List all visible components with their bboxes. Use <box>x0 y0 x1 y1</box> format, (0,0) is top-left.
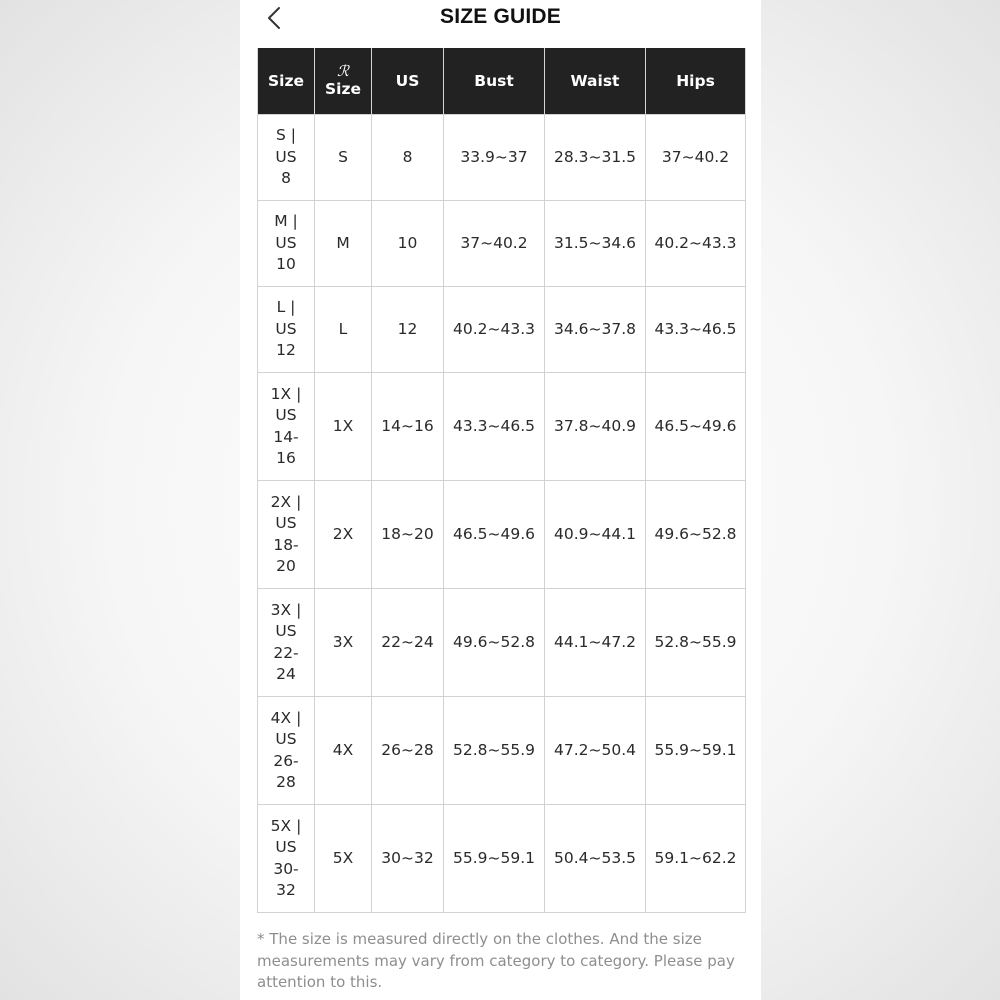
cell-size-line: 2X | <box>270 492 302 511</box>
table-body <box>258 115 746 913</box>
cell-size-line: US <box>275 147 297 166</box>
cell-size-line: M | <box>274 212 298 231</box>
cell-size-line: 18- <box>273 535 299 554</box>
cell-size <box>258 589 315 697</box>
cell-hips: 46.5~49.6 <box>646 373 746 481</box>
cell-r-size: 1X <box>315 373 372 481</box>
cell-waist: 44.1~47.2 <box>545 589 646 697</box>
cell-hips: 40.2~43.3 <box>646 201 746 287</box>
cell-size <box>258 115 315 201</box>
page-title: SIZE GUIDE <box>439 5 562 28</box>
cell-us: 26~28 <box>372 697 444 805</box>
cell-size-line: 14- <box>273 427 299 446</box>
table-row <box>258 589 746 697</box>
cell-waist: 50.4~53.5 <box>545 805 646 913</box>
cell-bust: 40.2~43.3 <box>444 287 545 373</box>
cell-size-line: 22- <box>273 643 299 662</box>
size-footnote: * The size is measured directly on the clothes. And the size measurements may vary from category to category. Please pay attention to this. <box>257 930 735 991</box>
cell-bust: 55.9~59.1 <box>444 805 545 913</box>
cell-size <box>258 287 315 373</box>
brand-r-glyph: ℛ <box>337 62 349 80</box>
cell-size-line: 5X | <box>270 816 302 835</box>
cell-size <box>258 481 315 589</box>
cell-r-size: L <box>315 287 372 373</box>
cell-size-line: 16 <box>276 449 296 467</box>
cell-hips: 49.6~52.8 <box>646 481 746 589</box>
cell-hips: 52.8~55.9 <box>646 589 746 697</box>
size-chart-table <box>257 48 746 913</box>
cell-size <box>258 201 315 287</box>
cell-size-line: 32 <box>276 881 296 899</box>
cell-r-size: 5X <box>315 805 372 913</box>
cell-size-line: US <box>275 319 297 338</box>
header-hips: Hips <box>646 48 746 115</box>
header-size: Size <box>258 48 315 115</box>
cell-size-line: L | <box>276 298 296 317</box>
cell-size-line: 24 <box>276 665 296 683</box>
cell-us: 30~32 <box>372 805 444 913</box>
cell-r-size: 3X <box>315 589 372 697</box>
header-us: US <box>372 48 444 115</box>
cell-waist: 47.2~50.4 <box>545 697 646 805</box>
table-row <box>258 373 746 481</box>
cell-r-size: M <box>315 201 372 287</box>
cell-waist: 34.6~37.8 <box>545 287 646 373</box>
table-row <box>258 115 746 201</box>
cell-size-line: 1X | <box>270 384 302 403</box>
cell-size-line: 26- <box>273 751 299 770</box>
cell-size-line: US <box>275 233 297 252</box>
cell-waist: 40.9~44.1 <box>545 481 646 589</box>
cell-size-line: 28 <box>276 773 296 791</box>
table-row <box>258 697 746 805</box>
cell-size-line: 12 <box>276 341 296 360</box>
cell-r-size: 2X <box>315 481 372 589</box>
cell-hips: 55.9~59.1 <box>646 697 746 805</box>
cell-size-line: 8 <box>281 169 291 188</box>
cell-size <box>258 805 315 913</box>
cell-bust: 33.9~37 <box>444 115 545 201</box>
table-header-row <box>258 48 746 115</box>
cell-waist: 37.8~40.9 <box>545 373 646 481</box>
cell-size-line: US <box>275 730 297 748</box>
cell-us: 12 <box>372 287 444 373</box>
cell-size-line: 3X | <box>270 600 302 619</box>
cell-size-line: 20 <box>276 557 296 575</box>
table-row <box>258 287 746 373</box>
cell-us: 10 <box>372 201 444 287</box>
table-row <box>258 201 746 287</box>
cell-size-line: US <box>275 622 297 640</box>
cell-size-line: 10 <box>276 255 296 274</box>
cell-size <box>258 373 315 481</box>
table-row <box>258 805 746 913</box>
top-bar <box>240 0 761 36</box>
cell-us: 22~24 <box>372 589 444 697</box>
cell-hips: 37~40.2 <box>646 115 746 201</box>
table-row <box>258 481 746 589</box>
cell-size-line: US <box>275 406 297 424</box>
cell-size <box>258 697 315 805</box>
cell-size-line: S | <box>276 126 296 145</box>
header-bust: Bust <box>444 48 545 115</box>
cell-us: 14~16 <box>372 373 444 481</box>
cell-waist: 31.5~34.6 <box>545 201 646 287</box>
cell-size-line: US <box>275 514 297 532</box>
cell-hips: 59.1~62.2 <box>646 805 746 913</box>
cell-bust: 37~40.2 <box>444 201 545 287</box>
cell-bust: 52.8~55.9 <box>444 697 545 805</box>
cell-waist: 28.3~31.5 <box>545 115 646 201</box>
cell-bust: 43.3~46.5 <box>444 373 545 481</box>
cell-bust: 49.6~52.8 <box>444 589 545 697</box>
size-guide-screen <box>240 0 761 1000</box>
cell-bust: 46.5~49.6 <box>444 481 545 589</box>
cell-r-size: S <box>315 115 372 201</box>
cell-size-line: 30- <box>273 859 299 878</box>
cell-us: 8 <box>372 115 444 201</box>
cell-r-size: 4X <box>315 697 372 805</box>
cell-size-line: 4X | <box>270 708 302 727</box>
header-r-size: ℛ Size <box>315 48 372 115</box>
cell-hips: 43.3~46.5 <box>646 287 746 373</box>
header-waist: Waist <box>545 48 646 115</box>
cell-us: 18~20 <box>372 481 444 589</box>
cell-size-line: US <box>275 838 297 856</box>
